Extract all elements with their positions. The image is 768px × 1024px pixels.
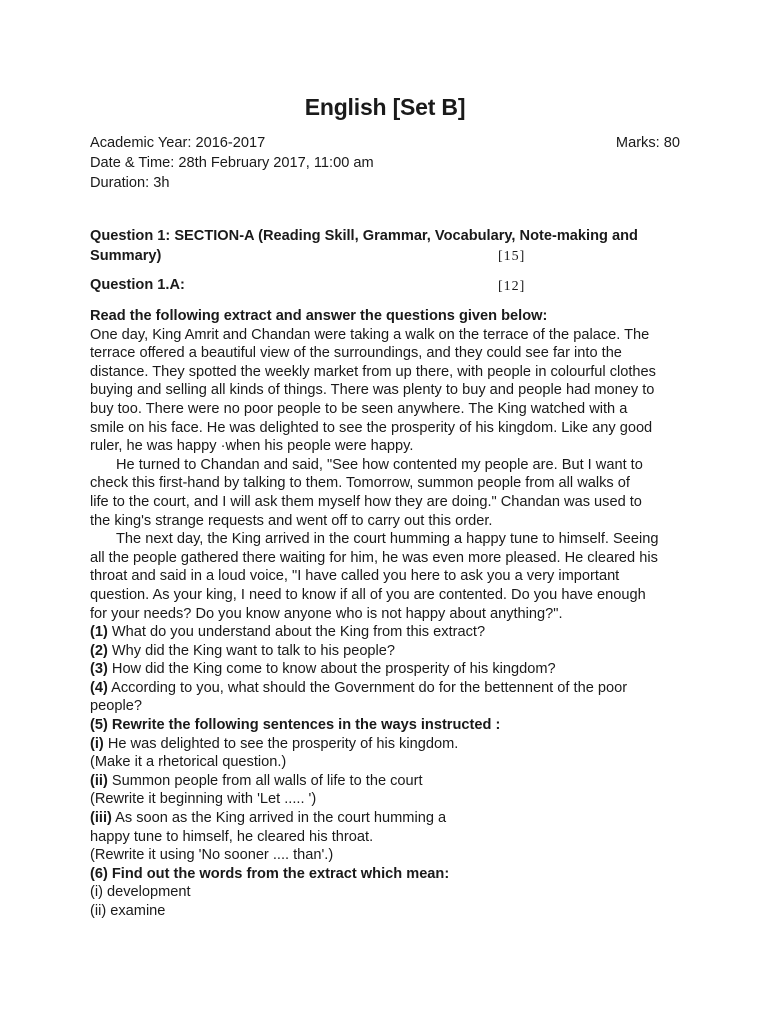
question-1a-label: Question 1.A: (90, 277, 185, 293)
question-1-line-1: Question 1: SECTION-A (Reading Skill, Grammar, Vocabulary, Note-making and (90, 228, 638, 244)
sub-question-instruction: (Rewrite it beginning with 'Let ..... ') (90, 791, 317, 808)
para3-line: The next day, the King arrived in the court humming a happy tune to himself. Seeing (116, 531, 659, 548)
question-6-heading: (6) Find out the words from the extract which mean: (90, 865, 450, 882)
question-1-heading (90, 226, 680, 266)
sub-question-text-cont: happy tune to himself, he cleared his throat. (90, 828, 374, 845)
academic-year: Academic Year: 2016-2017 (90, 135, 266, 151)
question-item (90, 679, 690, 698)
para3-line: throat and said in a loud voice, "I have called you here to ask you a very important (90, 568, 620, 585)
question-1a-marks: [12] (498, 279, 526, 294)
exam-meta (90, 134, 680, 194)
para1-line: distance. They spotted the weekly market from up there, with people in colourful clothes (90, 363, 656, 380)
para1-line: buy too. There were no poor people to be seen anywhere. The King watched with a (90, 400, 628, 417)
sub-question-instruction: (Make it a rhetorical question.) (90, 754, 287, 771)
sub-question-text: He was delighted to see the prosperity of his kingdom. (103, 735, 459, 752)
para1-line: terrace offered a beautiful view of the surroundings, and they could see far into the (90, 345, 622, 362)
sub-question (90, 772, 690, 791)
para2-line: check this first-hand by talking to them. Tomorrow, summon people from all walks of (90, 475, 630, 492)
para2-line: life to the court, and I will ask them myself how they are doing." Chandan was used to (90, 493, 642, 510)
question-item (90, 642, 690, 661)
extract-body (90, 307, 690, 921)
sub-question-instruction: (Rewrite it using 'No sooner .... than'.) (90, 847, 334, 864)
duration: Duration: 3h (90, 175, 170, 191)
para3-line: for your needs? Do you know anyone who is not happy about anything?". (90, 605, 563, 622)
question-number: (1) (90, 624, 108, 641)
word-item: (i) development (90, 884, 191, 901)
para3-line: question. As your king, I need to know if all of you are contented. Do you have enough (90, 586, 646, 603)
sub-question (90, 809, 690, 828)
question-number: (3) (90, 661, 108, 678)
para1-line: smile on his face. He was delighted to see the prosperity of his kingdom. Like any good (90, 419, 653, 436)
question-text: According to you, what should the Government do for the bettennent of the poor (107, 679, 628, 696)
question-text-cont: people? (90, 698, 142, 715)
sub-question (90, 735, 690, 754)
sub-question-number: (iii) (90, 810, 112, 827)
para3-line: all the people gathered there waiting for him, he was even more pleased. He cleared his (90, 549, 658, 566)
para2-line: the king's strange requests and went off to carry out this order. (90, 512, 493, 529)
question-text: Why did the King want to talk to his people? (107, 642, 396, 659)
word-item: (ii) examine (90, 903, 166, 919)
sub-question-text: As soon as the King arrived in the court humming a (111, 810, 447, 827)
question-text: How did the King come to know about the prosperity of his kingdom? (107, 661, 556, 678)
sub-question-number: (ii) (90, 772, 108, 789)
para1-line: buying and selling all kinds of things. There was plenty to buy and people had money to (90, 382, 655, 399)
page-title: English [Set B] (304, 94, 466, 120)
para1-line: ruler, he was happy ·when his people were happy. (90, 438, 414, 455)
question-item (90, 660, 690, 679)
instruction: Read the following extract and answer the questions given below: (90, 308, 548, 324)
sub-question-number: (i) (90, 735, 104, 752)
para2-line: He turned to Chandan and said, "See how contented my people are. But I want to (116, 456, 643, 473)
question-item (90, 623, 690, 642)
total-marks: Marks: 80 (615, 135, 680, 151)
question-1-line-2: Summary) (90, 248, 162, 264)
question-5-heading: (5) Rewrite the following sentences in the ways instructed : (90, 717, 501, 734)
question-number: (4) (90, 679, 108, 696)
question-1a-heading (90, 276, 680, 296)
sub-question-text: Summon people from all walls of life to the court (107, 772, 423, 789)
question-text: What do you understand about the King from this extract? (107, 624, 486, 641)
para1-line: One day, King Amrit and Chandan were taking a walk on the terrace of the palace. The (90, 326, 650, 343)
question-1-marks: [15] (498, 249, 526, 264)
question-number: (2) (90, 642, 108, 659)
date-time: Date & Time: 28th February 2017, 11:00 am (90, 155, 374, 171)
